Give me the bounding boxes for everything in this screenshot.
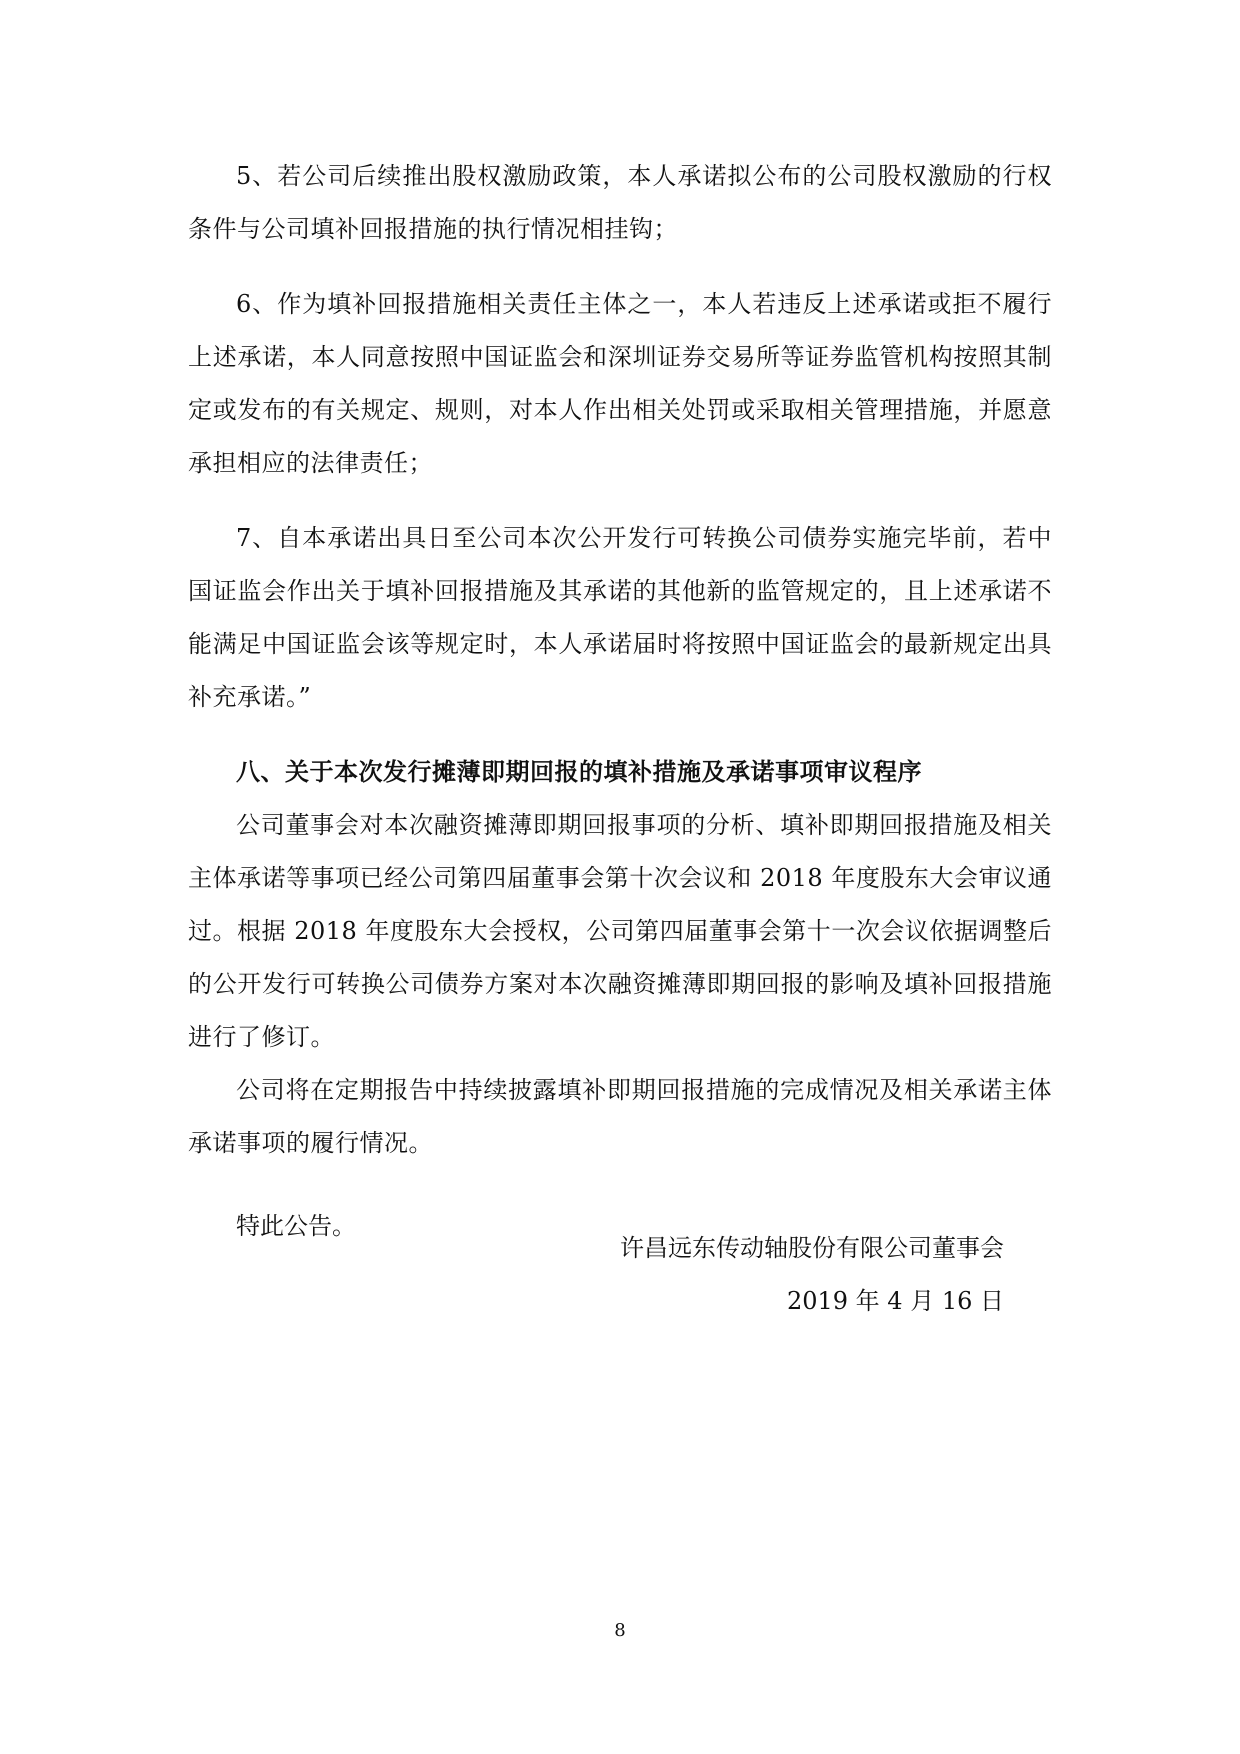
signature-date: 2019 年 4 月 16 日 <box>786 1287 1004 1315</box>
page-number: 8 <box>614 1620 626 1641</box>
commitment-item-6: 6、作为填补回报措施相关责任主体之一，本人若违反上述承诺或拒不履行上述承诺，本人同意按照中国证监会和深圳证券交易所等证券监管机构按照其制定或发布的有关规定、规则，对本人作出相关处罚或采取相关管理措施，并愿意承担相应的法律责任； <box>188 290 1052 477</box>
document-body <box>188 150 1052 1253</box>
section-paragraph-1: 公司董事会对本次融资摊薄即期回报事项的分析、填补即期回报措施及相关主体承诺等事项已经公司第四届董事会第十次会议和 2018 年度股东大会审议通过。根据 2018 年度股东大会授权，公司第四届董事会第十一次会议依据调整后的公开发行可转换公司债券方案对本次融资摊薄即期回报的影响及填补回报措施进行了修订。 <box>188 811 1052 1051</box>
closing-statement: 特此公告。 <box>236 1212 356 1240</box>
commitment-item-5: 5、若公司后续推出股权激励政策，本人承诺拟公布的公司股权激励的行权条件与公司填补回报措施的执行情况相挂钩； <box>188 162 1052 243</box>
section-paragraph-2: 公司将在定期报告中持续披露填补即期回报措施的完成情况及相关承诺主体承诺事项的履行情况。 <box>188 1076 1052 1157</box>
signature-block <box>620 1222 1004 1328</box>
signature-company: 许昌远东传动轴股份有限公司董事会 <box>620 1234 1004 1262</box>
commitment-item-7: 7、自本承诺出具日至公司本次公开发行可转换公司债券实施完毕前，若中国证监会作出关于填补回报措施及其承诺的其他新的监管规定的，且上述承诺不能满足中国证监会该等规定时，本人承诺届时将按照中国证监会的最新规定出具补充承诺。” <box>188 524 1052 711</box>
section-heading: 八、关于本次发行摊薄即期回报的填补措施及承诺事项审议程序 <box>236 758 922 786</box>
